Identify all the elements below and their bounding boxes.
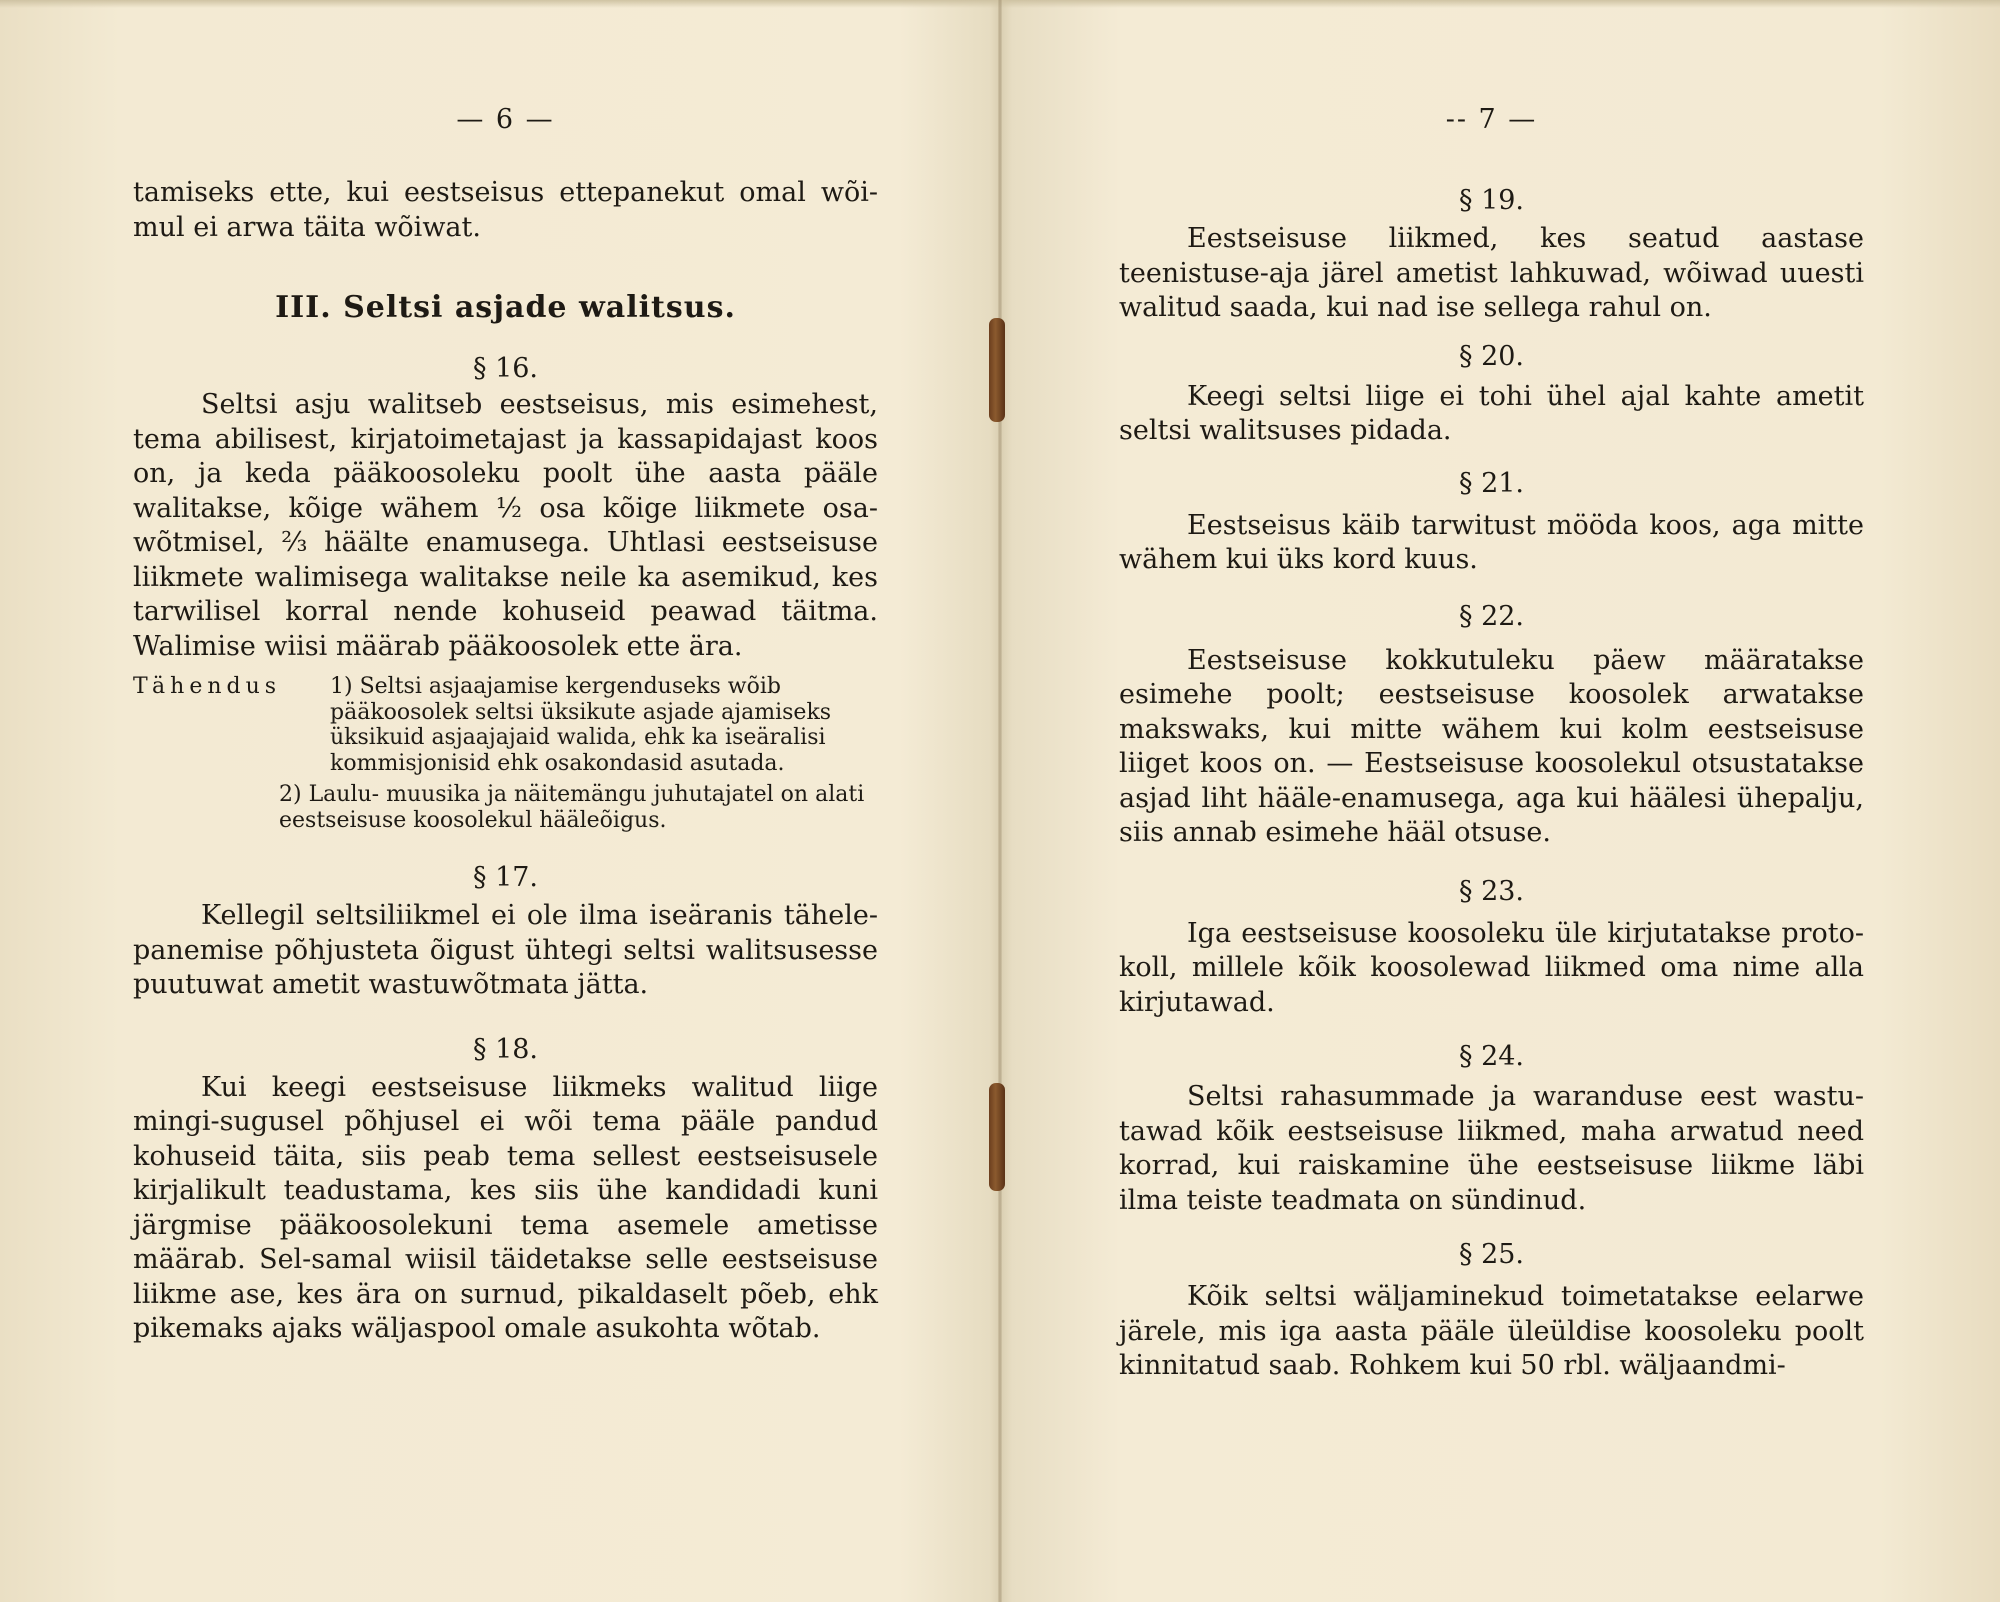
left-page — [133, 0, 878, 1602]
page-number: — 6 — — [456, 104, 555, 135]
note-item: 1) Seltsi asjaajamise kergenduseks wõib pääkoosolek seltsi üksikute asjade ajamiseks üksikuid asjaajajaid walida, ehk ka iseäralisi kommisjonisid ehk osakondasid asutada. — [330, 674, 832, 776]
right-page-content — [1119, 184, 1864, 1384]
section-text: Eestseisuse kokkutuleku päew määratakse esimehe poolt; eestseisuse koosolek arwatakse makswaks, kui mitte wähem kui kolm eestseisuse liiget koos on. — Eestseisuse koosolekul otsustatakse asjad liht hääle-enamusega, aga kui häälesi ühepalju, siis annab esimehe hääl otsuse. — [1119, 644, 1864, 848]
continuation-text: tamiseks ette, kui eestseisus ettepanekut omal wõi-mul ei arwa täita wõiwat. — [133, 177, 878, 243]
section-number: § 21. — [1458, 467, 1525, 499]
section-text: Eestseisuse liikmed, kes seatud aastase teenistuse-aja järel ametist lahkuwad, wõiwad uuesti walitud saada, kui nad ise sellega rahul on. — [1119, 223, 1864, 323]
section-text: Kellegil seltsiliikmel ei ole ilma iseäranis tähele-panemise põhjusteta õigust ühtegi seltsi walitsusesse puutuwat ametit wastuwõtmata jätta. — [133, 900, 878, 1000]
section-number: § 20. — [1458, 340, 1525, 372]
section-number: § 16. — [472, 353, 539, 384]
section-text: Seltsi asju walitseb eestseisus, mis esimehest, tema abilisest, kirjatoimetajast ja kassapidajast koos on, ja keda pääkoosoleku poolt ühe aasta pääle walitakse, kõige wähem ½ osa kõige liikmete osa-wõtmisel, ⅔ häälte enamusega. Uhtlasi eestseisuse liikmete walimisega walitakse neile ka asemikud, kes tarwilisel korral nende kohuseid peawad täitma. Walimise wiisi määrab pääkoosolek ette ära. — [133, 389, 878, 662]
section-number: § 17. — [472, 862, 539, 893]
page-fold — [998, 0, 1002, 1602]
note-label: Tähendus — [133, 674, 282, 699]
left-page-content — [133, 176, 878, 1347]
section-text: Iga eestseisuse koosoleku üle kirjutatakse proto-koll, millele kõik koosolewad liikmed oma nime alla kirjutawad. — [1119, 917, 1864, 1018]
section-text: Kõik seltsi wäljaminekud toimetatakse eelarwe järele, mis iga aasta pääle üleüldise koosoleku poolt kinnitatud saab. Rohkem kui 50 rbl. wäljaandmi- — [1119, 1281, 1864, 1381]
section-number: § 25. — [1458, 1239, 1525, 1270]
section-text: Kui keegi eestseisuse liikmeks walitud liige mingi-sugusel põhjusel ei wõi tema pääle pandud kohuseid täita, siis peab tema sellest eestseisusele kirjalikult teadustama, kes siis ühe kandidadi kuni järgmise pääkoosolekuni tema asemele ametisse määrab. Sel-samal wiisil täidetakse selle eestseisuse liikme ase, kes ära on surnud, pikaldaselt põeb, ehk pikemaks ajaks wäljaspool omale asukohta wõtab. — [133, 1071, 878, 1344]
section-number: § 22. — [1458, 600, 1525, 632]
section-text: Seltsi rahasummade ja waranduse eest wastu-tawad kõik eestseisuse liikmed, maha arwatud need korrad, kui raiskamine ühe eestseisuse liikme läbi ilma teiste teadmata on sündinud. — [1119, 1081, 1864, 1216]
page-number: -- 7 — — [1445, 104, 1538, 135]
note-item: 2) Laulu- muusika ja näitemängu juhutajatel on alati eestseisuse koosolekul hääleõigus. — [279, 782, 865, 833]
chapter-heading: III. Seltsi asjade walitsus. — [275, 290, 736, 325]
section-number: § 23. — [1458, 875, 1525, 907]
section-number: § 18. — [472, 1033, 539, 1065]
binding-stitch-top — [989, 318, 1005, 422]
section-text: Eestseisus käib tarwitust mööda koos, aga mitte wähem kui üks kord kuus. — [1119, 509, 1864, 575]
note-block — [133, 674, 878, 776]
binding-stitch-bottom — [989, 1083, 1005, 1191]
right-page — [1119, 0, 1864, 1602]
section-number: § 24. — [1458, 1041, 1525, 1072]
section-text: Keegi seltsi liige ei tohi ühel ajal kahte ametit seltsi walitsuses pidada. — [1119, 380, 1864, 446]
section-number: § 19. — [1458, 185, 1525, 216]
